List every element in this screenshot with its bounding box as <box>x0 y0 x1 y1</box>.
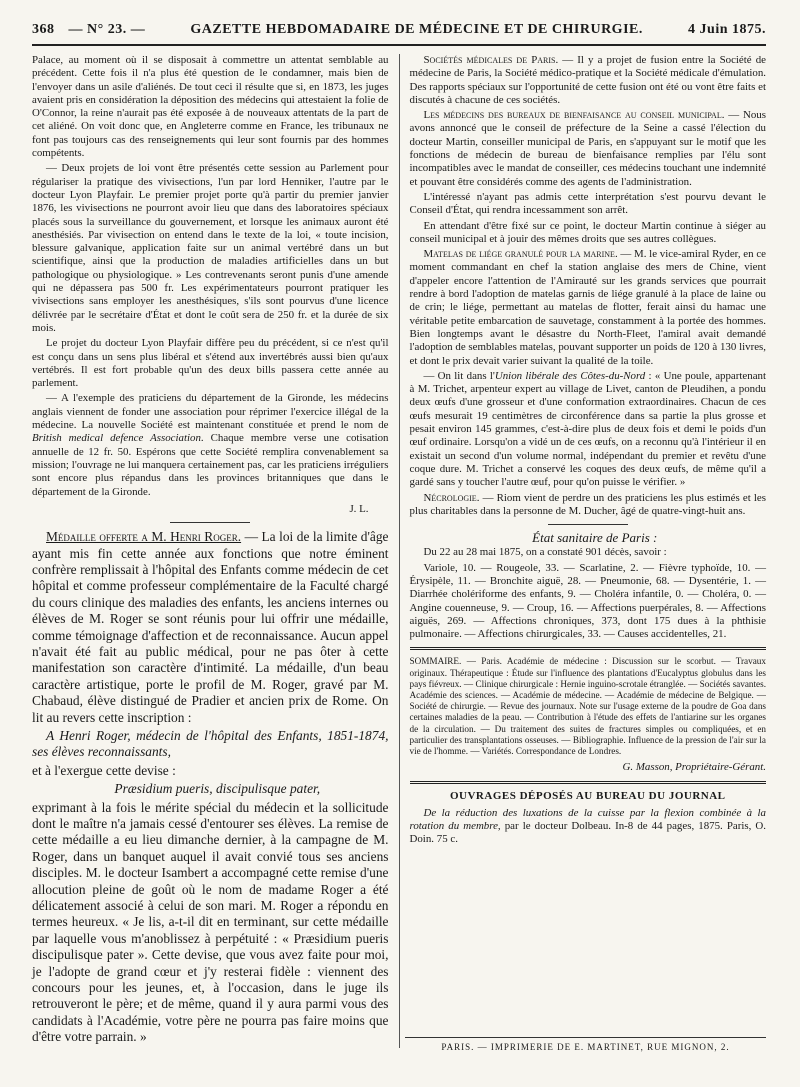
article-paragraph: Médaille offerte a M. Henri Roger. — La loi de la limite d'âge ayant mis fin cette année aux fonctions que notre éminent confrère remplissait à l'hôpital des Enfants comme médecin de cet hôpital et comme professeur complémentaire de la Faculté chargé du cours clinique des maladies des enfants, les anciens internes ou élèves de M. Roger se sont réunis pour lui offrir une médaille, comme témoignage d'affection et de reconnaissance. Aucun appel n'avait été fait au public médical, pour ne pas ôter à cette manifestation son caractère d'intimité. La médaille, d'un beau caractère artistique, porte le profil de M. Roger, gravé par M. Chabaud, élève distingué de Pradier et ancien prix de Rome. On lit au revers cette inscription : <box>32 529 389 725</box>
page-header <box>32 22 766 46</box>
section-heading: Matelas de liége granulé pour la marine. <box>423 248 618 261</box>
exergue-text: et à l'exergue cette devise : <box>32 762 176 778</box>
left-column <box>32 54 400 1048</box>
separator <box>548 524 628 525</box>
journal-title: GAZETTE HEBDOMADAIRE DE MÉDECINE ET DE CHIRURGIE. <box>190 22 643 37</box>
section-heading: Sociétés médicales de Paris. <box>423 54 559 66</box>
summary-block: SOMMAIRE. — Paris. Académie de médecine : Discussion sur le scorbut. — Travaux originaux. Thérapeutique : Étude sur l'influence des plantations d'Eucalyptus globulus dans les pays fiévreux. — Clinique chirurgicale : Hernie inguino-scrotale étranglée. — Sociétés savantes. Académie des sciences. — Académie de médecine. — Académie de médecine de Belgique. — Société de chirurgie. — Revue des journaux. Note sur l'usage externe de la poudre de Goa dans certaines maladies de la peau. — Contribution à l'étude des effets de l'antiarine sur les organes de la circulation. — Du traitement des suites de fractures simples ou compliquées, et en particulier des transplantations osseuses. — Bibliographie. Influence de la pression de l'air sur la vie de l'homme. — Variétés. Correspondance de Londres. <box>409 656 766 757</box>
books-heading: OUVRAGES DÉPOSÉS AU BUREAU DU JOURNAL <box>449 789 726 802</box>
article-paragraph: — Deux projets de loi vont être présentés cette session au Parlement pour régulariser la pratique des vivisections, l'un par lord Henniker, l'autre par le docteur Lyon Playfair. Le premier projet porte qu'à partir du premier janvier 1876, les vivisections ne pourront avoir lieu que dans des laboratoires spéciaux placés sous la surveillance du gouvernement, et lorsque les animaux auront été anesthésiés. Par vivisection on entend dans le texte de la loi, « toute incision, blessure galvanique, application faite sur un animal vertébré dans un but scientifique, ainsi que la production de maladies artificielles dans un but pathologique ou physiologique. » Les contrevenants seront punis d'une amende qui ne dépassera pas 500 fr. Les expérimentateurs pourront pratiquer les vivisections sans employer les anesthésiques, s'ils sont pourvus d'une licence délivrée par le secrétaire d'État et dont le coût sera de 250 fr. et la durée de six mois. <box>32 162 389 334</box>
article-paragraph: Le projet du docteur Lyon Playfair diffère peu du précédent, si ce n'est qu'il est conçu dans un sens plus libéral et s'étend aux invertébrés aussi bien qu'aux vertébrés. Il est fort probable qu'un des deux bills passera cette année au parlement. <box>32 337 389 390</box>
article-paragraph: — On lit dans l'Union libérale des Côtes-du-Nord : « Une poule, appartenant à M. Trichet, arpenteur expert au village de Livet, canton de Pleudihen, a pondu deux œufs d'une grosseur et d'une conformation extraordinaires. Chacun de ces œufs mesurait 19 centimètres de circonférence dans sa partie la plus grosse et pesait environ 145 grammes, c'est-à-dire plus de deux fois et demi le poids d'un œuf ordinaire. Lorsqu'on a vidé un de ces œufs, on a reconnu qu'à l'intérieur il en existait un second d'un volume normal, indépendant du premier et revêtu d'une coque dure. M. Trichet a conservé les coques des deux œufs, de même qu'il a gardé sans y toucher l'autre œuf, pour qu'on puisse le vérifier. » <box>409 369 766 489</box>
printer-footer: PARIS. — IMPRIMERIE DE E. MARTINET, RUE MIGNON, 2. <box>405 1037 766 1052</box>
page-number: 368 <box>32 22 55 37</box>
article-paragraph: Palace, au moment où il se disposait à commettre un attentat semblable au précédent. Cette fois il n'a plus été question de le condamner, mais bien de l'envoyer dans un asile d'aliénés. De tout ceci il résulte que si, en 1873, les juges avaient pris en considération la déposition des médecins qui attestaient la folie de O'Connor, la reine n'aurait pas été exposée à de nouveaux attentats de la part de cet aliéné. On voit donc que, en Angleterre comme en France, les tribunaux ne font pas toujours cas des renseignements qui leur sont fournis par des hommes compétents. <box>32 54 389 160</box>
medal-article <box>32 529 389 1046</box>
sanitary-list: Variole, 10. — Rougeole, 33. — Scarlatine, 2. — Fièvre typhoïde, 10. — Érysipèle, 11. — Bronchite aiguë, 28. — Pneumonie, 68. — Dysentérie, 1. — Diarrhée cholériforme des enfants, 9. — Choléra infantile, 0. — Choléra, 0. — Angine couenneuse, 9. — Croup, 16. — Affections puerpérales, 8. — Affections aiguës, 269. — Affections chroniques, 373, dont 175 dues à la phthisie pulmonaire. — Affections chirurgicales, 33. — Causes accidentelles, 21. <box>409 561 766 641</box>
section-heading: Médaille offerte a M. Henri Roger. <box>46 529 242 545</box>
article-paragraph: Nécrologie. — Riom vient de perdre un des praticiens les plus estimés et les plus charitables dans la personne de M. Ducher, âgé de quatre-vingt-huit ans. <box>409 491 766 517</box>
issue-number: — N° 23. — <box>68 22 146 37</box>
issue-date: 4 Juin 1875. <box>688 22 766 37</box>
section-heading: Les médecins des bureaux de bienfaisance au conseil municipal. <box>423 109 725 122</box>
dedication-text: A Henri Roger, médecin de l'hôpital des Enfants, 1851-1874, ses élèves reconnaissants, <box>32 727 389 760</box>
book-entry: De la réduction des luxations de la cuisse par la flexion combinée à la rotation du membre, par le docteur Dolbeau. In-8 de 44 pages, 1875. Paris, O. Doin. 75 c. <box>409 806 766 846</box>
columns <box>32 54 766 1048</box>
publisher-manager: G. Masson, Propriétaire-Gérant. <box>622 761 766 774</box>
right-column <box>400 54 767 1048</box>
article-paragraph: Matelas de liége granulé pour la marine. — M. le vice-amiral Ryder, en ce moment commandant en chef la station anglaise des mers de Chine, vient d'appeler encore l'attention de l'Amirauté sur les grands services que pourrait rendre à bord l'adoption de matelas garnis de liége granulé à la place de laine ou de crin; le liége, permettant au matelas de flotter, ferait ainsi du hamac une véritable petite embarcation de sauvetage, constamment à la portée des hommes. Bien longtemps avant le désastre du North-Fleet, l'amiral avait demandé l'adoption de semblables matelas, pouvant supporter un poids de 120 à 130 livres, et dont le prix devait varier suivant la qualité de la toile. <box>409 248 766 367</box>
sanitary-title: État sanitaire de Paris : <box>532 530 658 546</box>
article-paragraph: exprimant à la fois le mérite spécial du médecin et la sollicitude dont le maître n'a jamais cessé d'entourer ses élèves. La remise de cette médaille a eu lieu dimanche dernier, à la campagne de M. Roger, dans un banquet auquel il avait convié tous ses anciens disciples. M. le docteur Isambert a accompagné cette remise d'une allocution pleine de goût où le nom de madame Roger a été délicatement associé à celui de son mari. M. Roger a répondu en termes heureux. « Je lis, a-t-il dit en terminant, sur cette médaille par laquelle vous m'anoblissez à perpétuité : « Præsidium pueris discipulisque pater ». Cette devise, que vous avez faite pour moi, je l'adopte de grand cœur et j'y resterai fidèle : viennent des concours pour les jeunes, et, à l'occasion, dans le juge ils retrouveront le père; et de même, quand il y aura parmi vous des candidats à l'Académie, votre père ne pourra pas faire moins que d'être votre parrain. » <box>32 799 389 1045</box>
article-paragraph: Les médecins des bureaux de bienfaisance au conseil municipal. — Nous avons annoncé que le conseil de préfecture de la Seine a cassé l'élection du docteur Martin, conseiller municipal de Paris, en s'appuyant sur le motif que les fonctions de médecin de bureau de bienfaisance remplies par l'élu sont incompatibles avec le mandat de conseiller, ces médecins touchant une indemnité et pouvant être considérés comme des agents de l'administration. <box>409 109 766 188</box>
motto-text: Præsidium pueris, discipulisque pater, <box>114 781 321 797</box>
double-rule <box>410 781 767 784</box>
signature: J. L. <box>349 502 369 515</box>
article-paragraph: En attendant d'être fixé sur ce point, le docteur Martin continue à siéger au conseil municipal et à jouir des mêmes droits que ses autres collègues. <box>409 219 766 245</box>
article-paragraph: Sociétés médicales de Paris. — Il y a projet de fusion entre la Société de médecine de Paris, la Société médico-pratique et la Société médicale d'émulation. Des rapports spéciaux sur l'opportunité de cette fusion ont été ou vont être faits et discutés à chacune de ces sociétés. <box>409 54 767 106</box>
separator <box>170 522 250 523</box>
article-paragraph: — A l'exemple des praticiens du département de la Gironde, les médecins anglais viennent de fonder une association pour réprimer l'exercice illégal de la médecine. La nouvelle Société est maintenant constituée et prend le nom de British medical defence Association. Chaque membre verse une cotisation annuelle de 12 fr. 50. Espérons que cette Société remplira convenablement sa mission; l'ouvrage ne lui manquera certainement pas, car les praticiens irréguliers sont encore plus répandus dans les provinces britanniques que dans le département de la Gironde. <box>32 392 389 498</box>
article-paragraph: L'intéressé n'ayant pas admis cette interprétation s'est pourvu devant le Conseil d'État, qui rendra incessamment son arrêt. <box>409 190 766 217</box>
double-rule <box>410 647 767 650</box>
sanitary-intro: Du 22 au 28 mai 1875, on a constaté 901 décès, savoir : <box>423 546 667 559</box>
section-heading: Nécrologie. <box>423 491 480 504</box>
